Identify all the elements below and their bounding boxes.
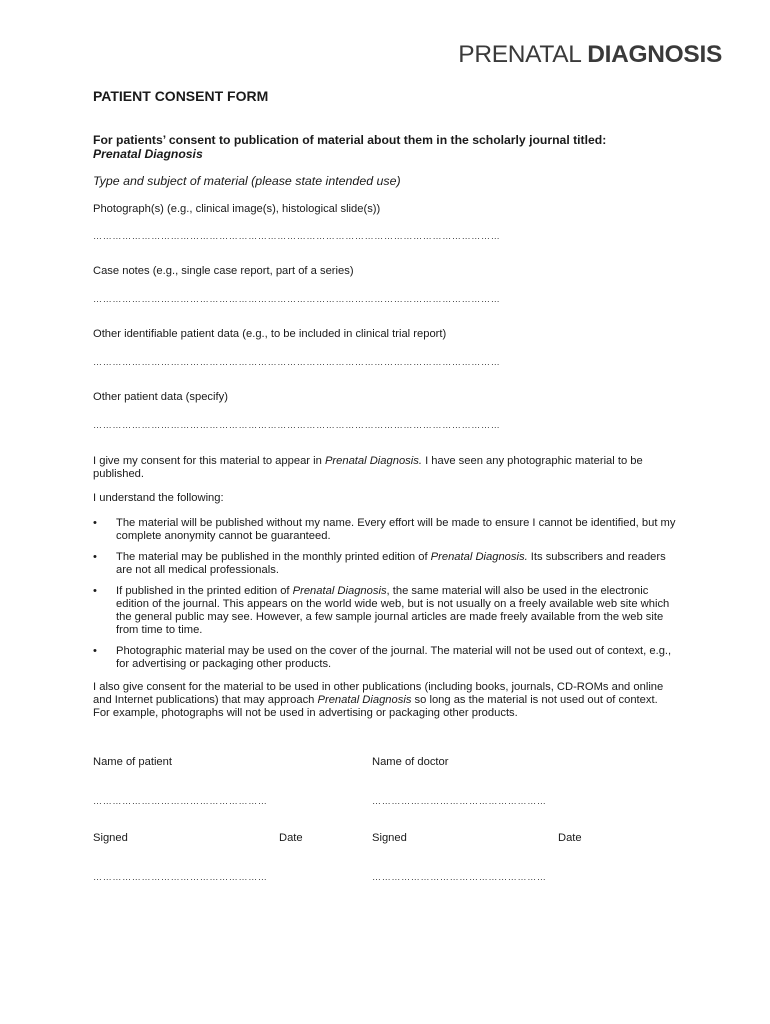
identifiable-data-label: Other identifiable patient data (e.g., to be included in clinical trial report) (93, 328, 447, 340)
additional-consent-journal-name: Prenatal Diagnosis (317, 694, 412, 706)
condition-item (93, 585, 678, 637)
condition-item (93, 551, 678, 577)
patient-date-label: Date (279, 832, 303, 844)
additional-consent-start: I also give consent for the material to be used in other publications (including books, journals, CD-ROMs and online and Internet publications) that may approach (93, 681, 664, 706)
condition-text: Photographic material may be used on the cover of the journal. The material will not be used out of context, e.g., for advertising or packaging other products. (116, 645, 672, 670)
bullet-point: • (93, 585, 97, 597)
other-data-label: Other patient data (specify) (93, 391, 228, 403)
logo-word-prenatal: PRENATAL (458, 41, 581, 68)
condition-item (93, 645, 678, 671)
condition-journal-name: Prenatal Diagnosis. (430, 551, 528, 563)
bullet-point: • (93, 517, 97, 529)
consent-journal-name: Prenatal Diagnosis. (324, 455, 422, 467)
additional-consent-end: so long as the material is not used out of context. For example, photographs will not be used in advertising or packaging other products. (93, 694, 658, 719)
intro-line: For patients’ consent to publication of material about them in the scholarly journal titled: (93, 133, 607, 147)
case-notes-label: Case notes (e.g., single case report, part of a series) (93, 265, 354, 277)
condition-text-end: , the same material will also be used in the electronic edition of the journal. This appears on the world wide web, but is not usually on a freely available web site which the general public may see. However, a few sample journal articles are made freely available from the web site from time to time. (116, 585, 670, 636)
photographs-label: Photograph(s) (e.g., clinical image(s), histological slide(s)) (93, 203, 381, 215)
form-intro (93, 133, 693, 161)
patient-name-blank-field[interactable]: ……………………………………………… (93, 796, 268, 806)
consent-statement (93, 455, 673, 481)
form-title: PATIENT CONSENT FORM (93, 88, 269, 104)
conditions-list (93, 517, 678, 679)
condition-text-start: If published in the printed edition of (116, 585, 293, 597)
photographs-blank-field[interactable]: ……………………………………………………………………………………………………………… (93, 231, 501, 241)
identifiable-data-blank-field[interactable]: ……………………………………………………………………………………………………………… (93, 357, 501, 367)
doctor-signature-blank-field[interactable]: ……………………………………………… (372, 872, 547, 882)
case-notes-blank-field[interactable]: ……………………………………………………………………………………………………………… (93, 294, 501, 304)
doctor-name-label: Name of doctor (372, 756, 449, 768)
material-type-heading: Type and subject of material (please state intended use) (93, 174, 401, 188)
additional-consent-statement (93, 681, 673, 720)
intro-journal-name: Prenatal Diagnosis (93, 147, 203, 161)
condition-text: The material will be published without my name. Every effort will be made to ensure I cannot be identified, but my complete anonymity cannot be guaranteed. (116, 517, 676, 542)
other-data-blank-field[interactable]: ……………………………………………………………………………………………………………… (93, 420, 501, 430)
patient-signed-label: Signed (93, 832, 128, 844)
consent-text-end: I have seen any photographic material to be published. (93, 455, 643, 480)
condition-text-start: The material may be published in the monthly printed edition of (116, 551, 431, 563)
bullet-point: • (93, 645, 97, 657)
consent-text-start: I give my consent for this material to appear in (93, 455, 325, 467)
doctor-signed-label: Signed (372, 832, 407, 844)
bullet-point: • (93, 551, 97, 563)
patient-name-label: Name of patient (93, 756, 172, 768)
logo-word-diagnosis: DIAGNOSIS (587, 41, 722, 68)
patient-signature-blank-field[interactable]: ……………………………………………… (93, 872, 268, 882)
condition-text-end: Its subscribers and readers are not all medical professionals. (116, 551, 666, 576)
condition-journal-name: Prenatal Diagnosis (292, 585, 387, 597)
condition-item (93, 517, 678, 543)
doctor-date-label: Date (558, 832, 582, 844)
understand-heading: I understand the following: (93, 492, 224, 504)
doctor-name-blank-field[interactable]: ……………………………………………… (372, 796, 547, 806)
journal-logo (458, 40, 722, 70)
